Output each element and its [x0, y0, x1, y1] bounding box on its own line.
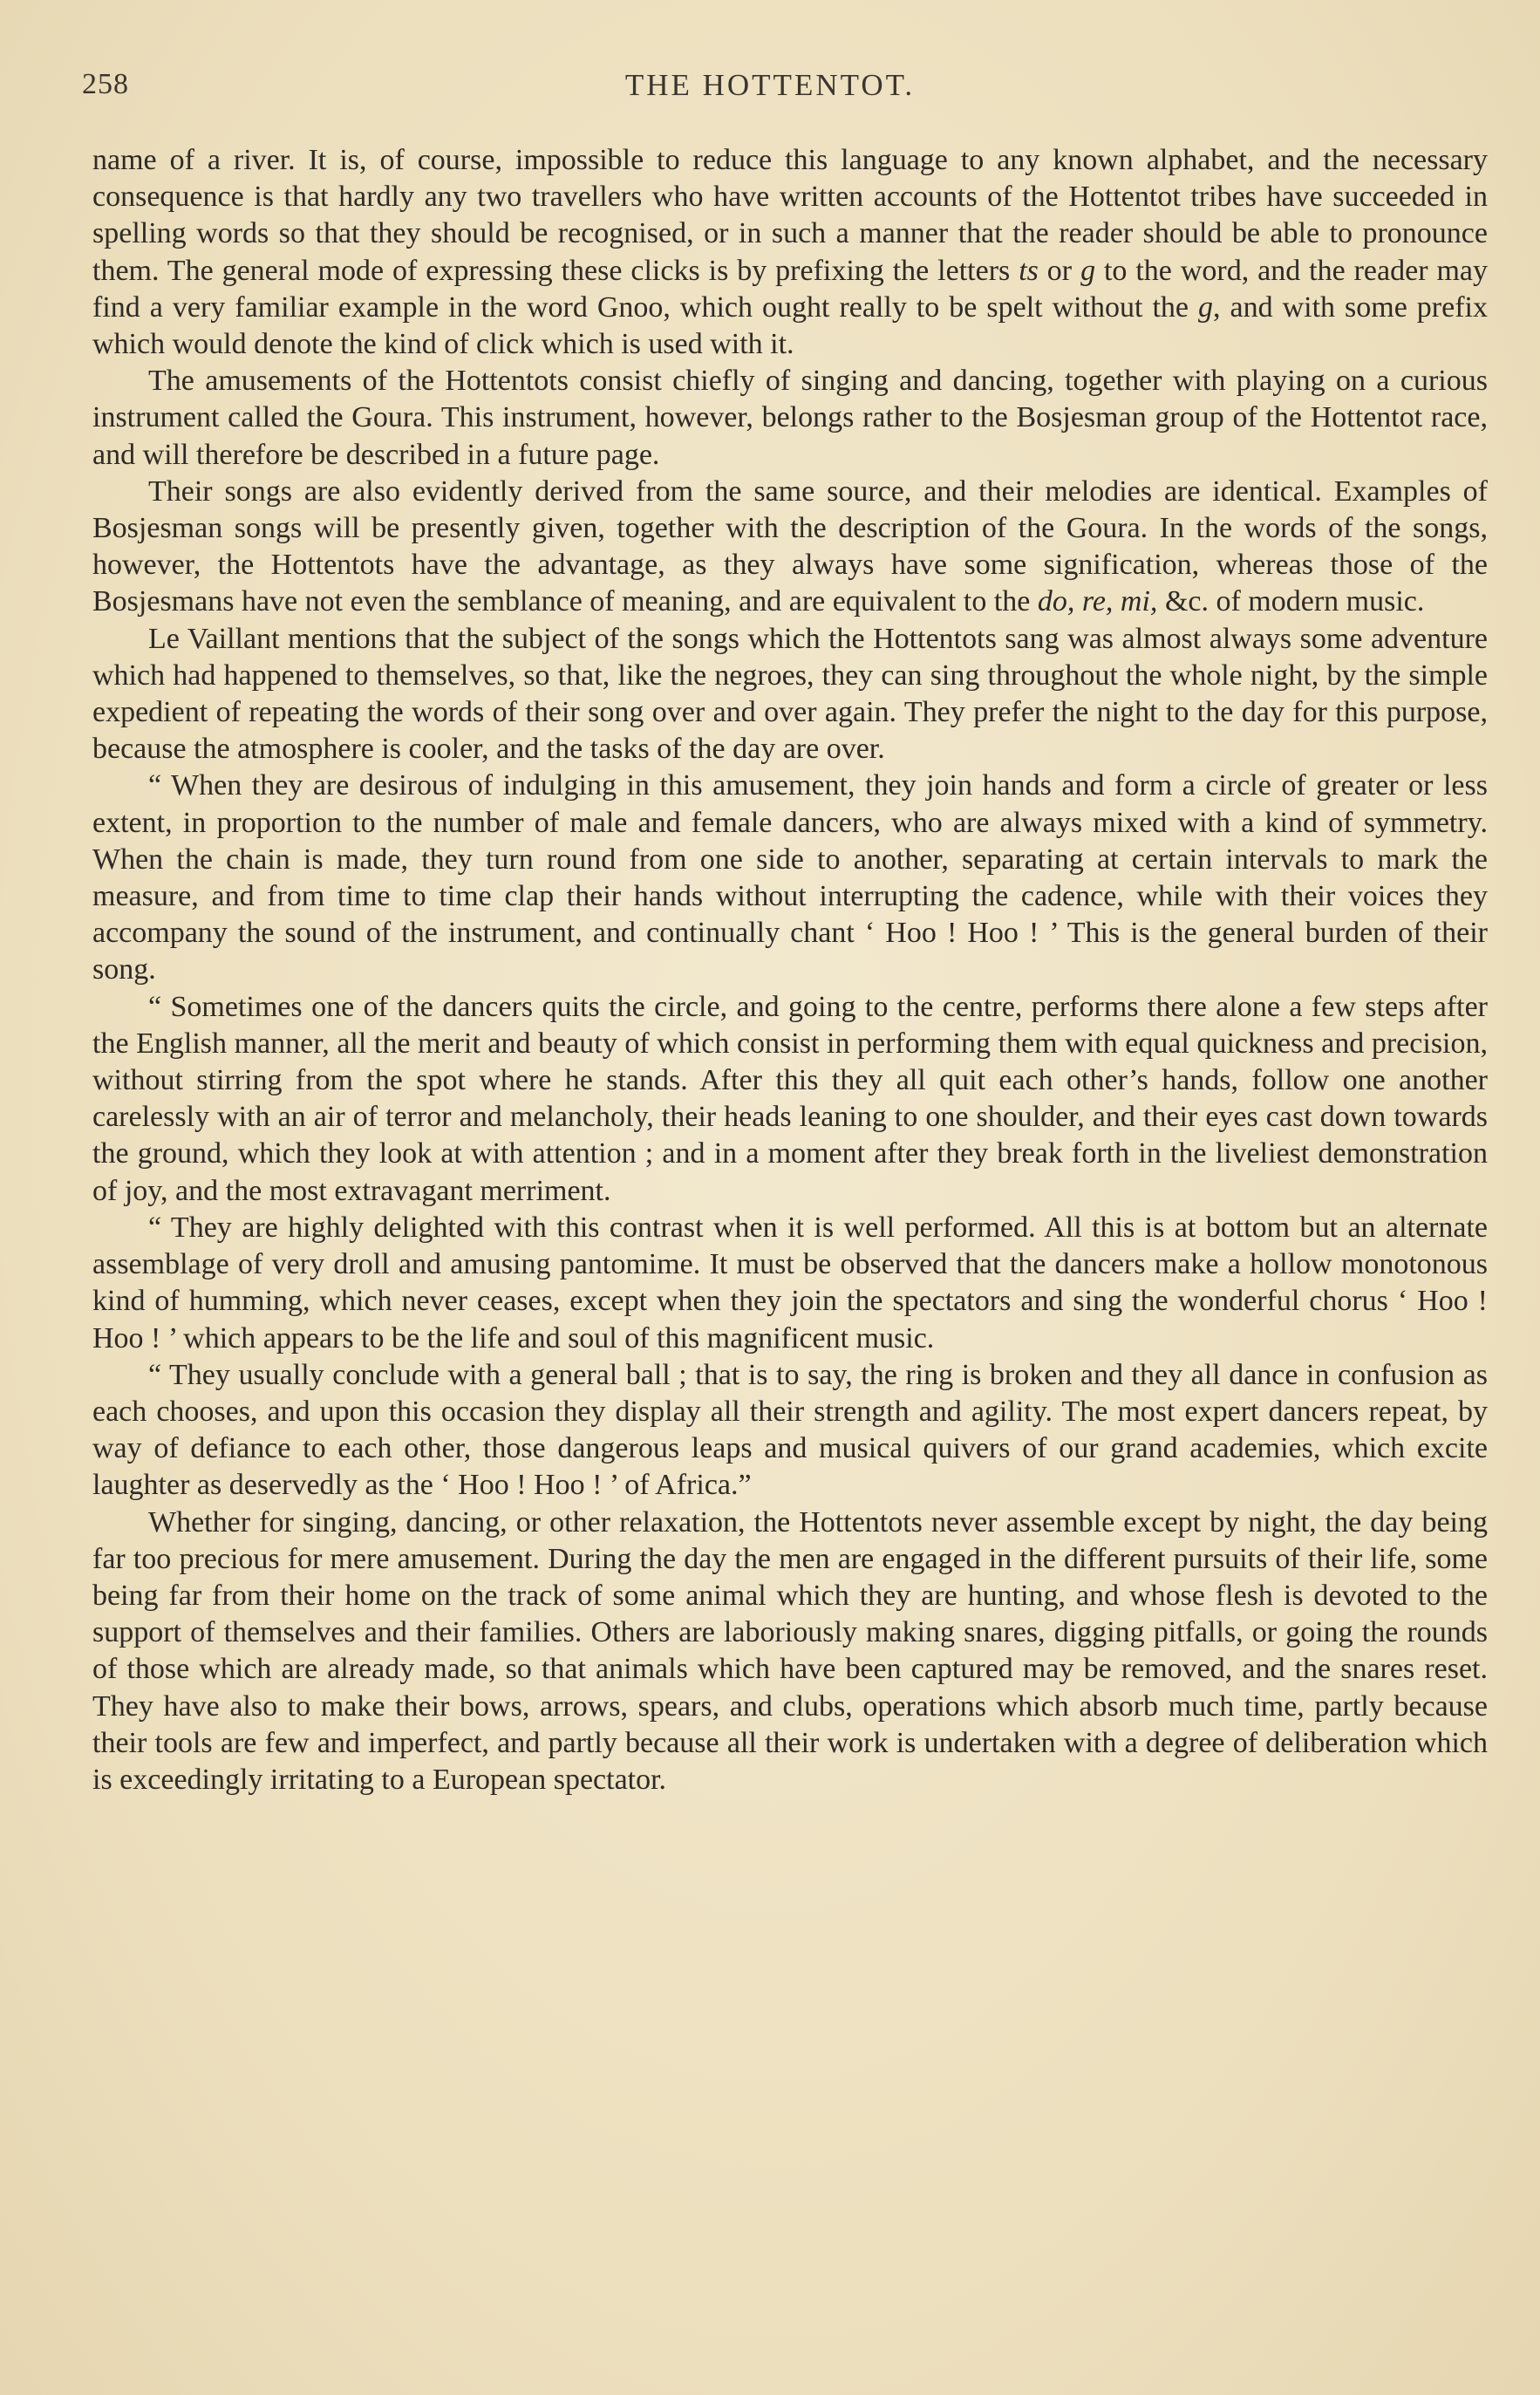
page-number: 258	[82, 68, 129, 100]
italic-text: do, re, mi,	[1037, 585, 1158, 618]
text-run: to the word, and the reader may find a very familiar example in the word Gnoo, which ought really to be spelt without the	[92, 254, 1488, 324]
text-run: name of a river. It is, of course, impossible to reduce this language to any known alphabet, and the necessary consequence is that hardly any two travellers who have written accounts of the Hottentot tribes have succeeded in spelling words so that they should be recognised, or in such a manner that the reader should be able to pronounce them. The general mode of expressing these clicks is by prefixing the letters	[92, 144, 1488, 287]
running-title: THE HOTTENTOT.	[624, 68, 916, 102]
body-text	[92, 142, 1488, 1798]
text-run: “ Sometimes one of the dancers quits the circle, and going to the centre, performs there alone a few steps after the English manner, all the merit and beauty of which consist in performing them with equal quickness and precision, without stirring from the spot where he stands. After this they all quit each other’s hands, follow one another carelessly with an air of terror and melancholy, their heads leaning to one shoulder, and their eyes cast down towards the ground, which they look at with attention ; and in a moment after they break forth in the liveliest demonstration of joy, and the most extravagant merriment.	[92, 990, 1488, 1207]
paragraph-p2	[92, 363, 1488, 474]
paragraph-p6	[92, 989, 1488, 1210]
text-run: &c. of modern music.	[1157, 585, 1425, 618]
italic-text: g	[1080, 254, 1096, 287]
italic-text: ts	[1019, 254, 1039, 287]
text-run: “ They usually conclude with a general ball ; that is to say, the ring is broken and they all dance in confusion as each chooses, and upon this occasion they display all their strength and agility. The most expert dancers repeat, by way of defiance to each other, those dangerous leaps and musical quivers of our grand academies, which excite laughter as deservedly as the ‘ Hoo ! Hoo ! ’ of Africa.”	[92, 1358, 1488, 1502]
italic-text: g	[1198, 290, 1214, 324]
paragraph-p5	[92, 768, 1488, 988]
text-run: Whether for singing, dancing, or other relaxation, the Hottentots never assemble except by night, the day being far too precious for mere amusement. During the day the men are engaged in the different pursuits of their life, some being far from their home on the track of some animal which they are hunting, and whose flesh is devoted to the support of themselves and their families. Others are laboriously making snares, digging pitfalls, or going the rounds of those which are already made, so that animals which have been captured may be removed, and the snares reset. They have also to make their bows, arrows, spears, and clubs, operations which absorb much time, partly because their tools are few and imperfect, and partly because all their work is undertaken with a degree of deliberation which is exceedingly irritating to a European spectator.	[92, 1505, 1488, 1796]
paragraph-p7	[92, 1210, 1488, 1357]
text-run: , and with some prefix which would denote the kind of click which is used with it.	[92, 290, 1488, 361]
text-run: or	[1038, 254, 1081, 287]
running-head	[0, 68, 1540, 120]
paragraph-p3	[92, 474, 1488, 621]
paragraph-p1	[92, 142, 1488, 363]
text-run: The amusements of the Hottentots consist chiefly of singing and dancing, together with playing on a curious instrument called the Goura. This instrument, however, belongs rather to the Bosjesman group of the Hottentot race, and will therefore be described in a future page.	[92, 365, 1488, 471]
text-run: Le Vaillant mentions that the subject of the songs which the Hottentots sang was almost always some adventure which had happened to themselves, so that, like the negroes, they can sing throughout the whole night, by the simple expedient of repeating the words of their song over and over again. They prefer the night to the day for this purpose, because the atmosphere is cooler, and the tasks of the day are over.	[92, 622, 1488, 766]
paragraph-p9	[92, 1505, 1488, 1799]
text-run: “ They are highly delighted with this contrast when it is well performed. All this is at bottom but an alternate assemblage of very droll and amusing pantomime. It must be observed that the dancers make a hollow monotonous kind of humming, which never ceases, except when they join the spectators and sing the wonderful chorus ‘ Hoo ! Hoo ! ’ which appears to be the life and soul of this magnificent music.	[92, 1211, 1488, 1354]
paragraph-p4	[92, 621, 1488, 768]
text-run: Their songs are also evidently derived from the same source, and their melodies are identical. Examples of Bosjesman songs will be presently given, together with the description of the Goura. In the words of the songs, however, the Hottentots have the advantage, as they always have some signification, whereas those of the Bosjesmans have not even the semblance of meaning, and are equivalent to the	[92, 474, 1488, 618]
text-run: “ When they are desirous of indulging in this amusement, they join hands and form a circle of greater or less extent, in proportion to the number of male and female dancers, who are always mixed with a kind of symmetry. When the chain is made, they turn round from one side to another, separating at certain intervals to mark the measure, and from time to time clap their hands without interrupting the cadence, while with their voices they accompany the sound of the instrument, and continually chant ‘ Hoo ! Hoo ! ’ This is the general burden of their song.	[92, 769, 1488, 986]
paragraph-p8	[92, 1357, 1488, 1505]
